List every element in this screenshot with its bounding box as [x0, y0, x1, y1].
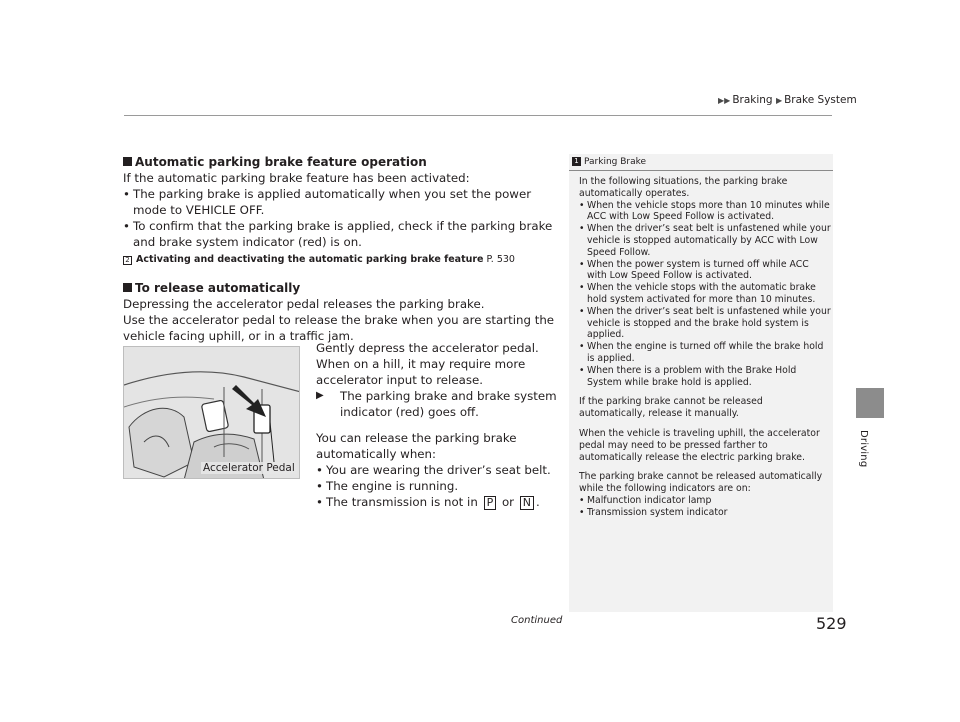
continued-label: Continued: [511, 615, 563, 626]
list-item: • When the vehicle stops more than 10 minutes while ACC with Low Speed Follow is activated.: [579, 199, 830, 223]
release-instructions: [316, 340, 566, 510]
sidebar-header: [569, 154, 833, 171]
bullet-icon: •: [316, 463, 323, 477]
section1-intro: If the automatic parking brake feature has been activated:: [123, 171, 470, 185]
instruction-line: accelerator input to release.: [316, 373, 483, 387]
breadcrumb-item-brake-system[interactable]: Brake System: [784, 94, 857, 106]
square-bullet-icon: [123, 283, 132, 292]
xref-arrow-icon: 2: [123, 256, 132, 265]
sidebar-paragraph: The parking brake cannot be released automatically while the following indicators are on:: [579, 471, 823, 495]
bullet-icon: •: [316, 495, 323, 509]
sidebar-paragraph: When the vehicle is traveling uphill, the accelerator pedal may need to be pressed farther to automatically release the electric parking brake.: [579, 427, 820, 463]
note-badge: 1: [572, 157, 581, 166]
bullet-icon: •: [579, 199, 585, 211]
bullet-icon: •: [579, 282, 585, 294]
pedal-drawing-icon: [124, 347, 300, 479]
bullet-icon: •: [579, 258, 585, 270]
list-item: • You are wearing the driver’s seat belt.: [316, 463, 551, 477]
sidebar-note: [569, 154, 833, 612]
list-item: • Transmission system indicator: [579, 506, 728, 518]
sidebar-body: [579, 176, 831, 519]
section-heading-automatic: Automatic parking brake feature operation: [123, 154, 563, 170]
page-number: 529: [816, 614, 847, 633]
square-bullet-icon: [123, 157, 132, 166]
bullet-icon: •: [579, 305, 585, 317]
list-item: • The engine is running.: [316, 479, 459, 493]
bullet-icon: •: [579, 341, 585, 353]
bullet-icon: •: [579, 223, 585, 235]
bullet-icon: •: [579, 494, 585, 506]
breadcrumb-item-braking[interactable]: Braking: [732, 94, 773, 106]
chapter-label: Driving: [858, 430, 869, 468]
list-item: • Malfunction indicator lamp: [579, 494, 712, 506]
bullet-icon: •: [579, 506, 585, 518]
result-note: ▶ The parking brake and brake system indicator (red) goes off.: [316, 389, 557, 419]
list-item: • The transmission is not in P or N .: [316, 495, 540, 509]
breadcrumb-arrow-icon: ▶: [775, 96, 783, 105]
list-item: • When there is a problem with the Brake Hold System while brake hold is applied.: [579, 364, 797, 388]
illustration-caption: Accelerator Pedal: [203, 462, 295, 474]
section2-line1: Depressing the accelerator pedal releases the parking brake.: [123, 297, 485, 311]
bullet-icon: •: [123, 219, 130, 233]
list-item: • When the driver’s seat belt is unfastened while your vehicle is stopped automatically by ACC with Low Speed Follow.: [579, 223, 831, 258]
sidebar-paragraph: If the parking brake cannot be released automatically, release it manually.: [579, 396, 763, 420]
list-item: • When the power system is turned off while ACC with Low Speed Follow is activated.: [579, 258, 809, 282]
gear-key-p: P: [484, 496, 497, 510]
can-release-text: You can release the parking brake automatically when:: [316, 431, 517, 461]
bullet-icon: •: [316, 479, 323, 493]
bullet-icon: •: [579, 364, 585, 376]
result-arrow-icon: ▶: [316, 390, 324, 401]
section-heading-release: To release automatically: [123, 280, 563, 296]
breadcrumb-arrow-icon: ▶▶: [718, 96, 731, 105]
bullet-icon: •: [123, 187, 130, 201]
instruction-line: When on a hill, it may require more: [316, 357, 526, 371]
header-divider: [124, 115, 832, 116]
list-item: • When the vehicle stops with the automatic brake hold system activated for more than 10 minutes.: [579, 282, 816, 305]
section2-line2: Use the accelerator pedal to release the brake when you are starting the vehicle facing uphill, or in a traffic jam.: [123, 313, 555, 343]
list-item: • When the engine is turned off while the brake hold is applied.: [579, 341, 824, 364]
main-content: [123, 154, 563, 344]
instruction-line: Gently depress the accelerator pedal.: [316, 341, 539, 355]
accelerator-pedal-illustration: [123, 346, 300, 479]
sidebar-intro: In the following situations, the parking brake automatically operates.: [579, 176, 788, 199]
list-item: • To confirm that the parking brake is applied, check if the parking brake and brake system indicator (red) is on.: [123, 219, 553, 249]
cross-reference-link[interactable]: 2 Activating and deactivating the automatic parking brake feature P. 530: [123, 252, 563, 268]
list-item: • The parking brake is applied automatically when you set the power mode to VEHICLE OFF.: [123, 187, 532, 217]
sidebar-title: Parking Brake: [584, 157, 647, 167]
gear-key-n: N: [520, 496, 534, 510]
breadcrumb: [718, 94, 857, 106]
chapter-tab: [856, 388, 884, 418]
list-item: • When the driver’s seat belt is unfastened while your vehicle is stopped and the brake hold system is applied.: [579, 305, 831, 341]
